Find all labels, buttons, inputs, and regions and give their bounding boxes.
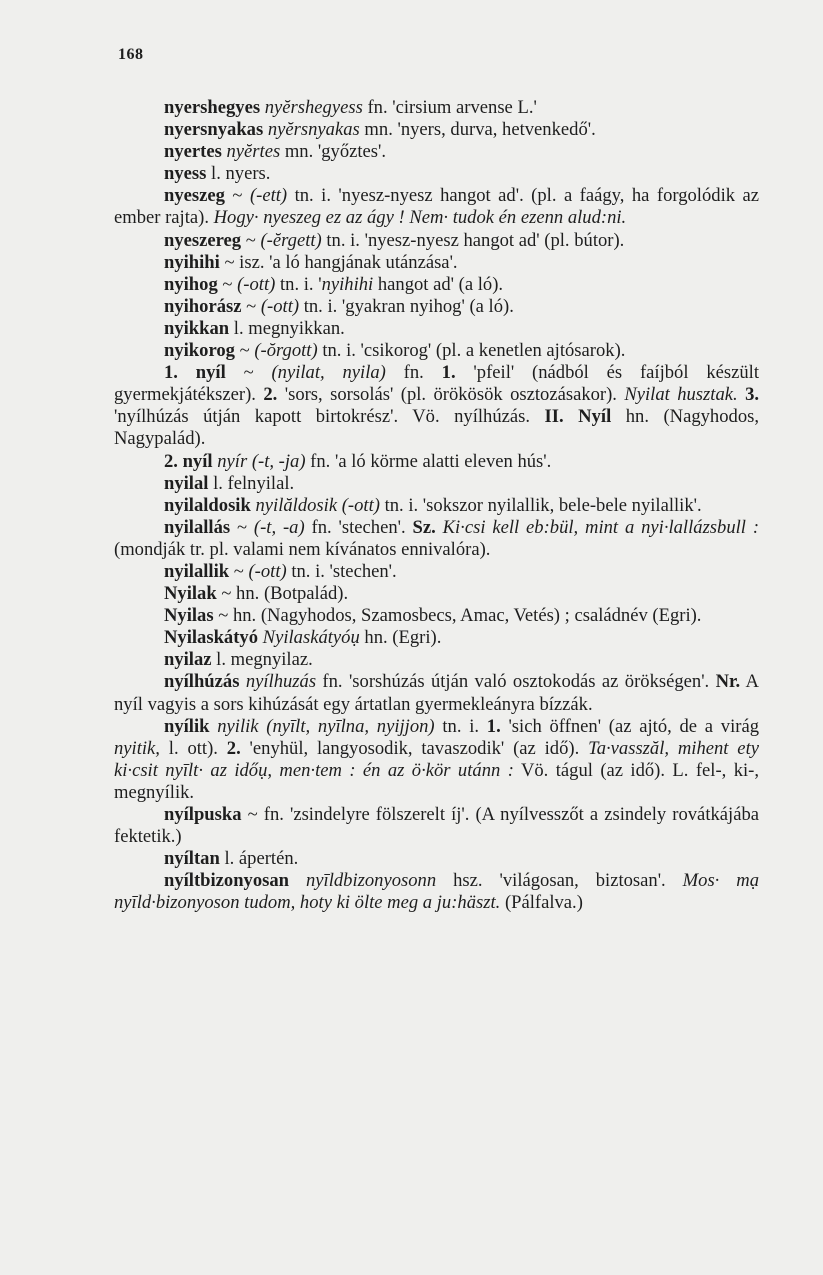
entry-text: tn. i. 'sokszor nyilallik, bele-bele nyilallik'. — [379, 494, 702, 516]
italic-text: Nyilat husztak. — [624, 384, 738, 406]
headword: 2. — [263, 384, 278, 406]
dictionary-entry — [114, 274, 759, 296]
entry-text: A nyíl vagyis a sors kihúzását egy ártatlan gyermekleányra bízzák. — [114, 671, 759, 715]
entry-text: l. ott). — [159, 737, 227, 759]
dictionary-entry — [114, 252, 759, 274]
italic-text: nyĕrshegyess — [264, 97, 363, 118]
entry-text — [436, 517, 443, 538]
entry-text: fn. 'cirsium arvense L.' — [362, 97, 537, 118]
dictionary-entry — [114, 671, 759, 715]
entry-text: l. felnyilal. — [208, 472, 295, 494]
entry-text: l. megnyilaz. — [211, 649, 313, 671]
entry-text: ~ — [225, 362, 272, 384]
headword: 1. nyíl — [164, 362, 226, 384]
dictionary-entry — [114, 517, 759, 561]
italic-text: (-ott) — [260, 295, 300, 317]
headword: Nr. — [715, 671, 741, 693]
entry-text: fn. — [385, 362, 442, 384]
dictionary-entry — [114, 185, 759, 229]
dictionary-entry — [114, 230, 759, 252]
entry-text: ~ hn. (Botpalád). — [216, 583, 349, 605]
headword: 1. — [441, 362, 456, 384]
dictionary-entry — [114, 141, 759, 163]
dictionary-entry — [114, 495, 759, 517]
headword: nyílpuska — [164, 804, 242, 825]
dictionary-entry — [114, 318, 759, 340]
entry-text — [289, 870, 306, 891]
entry-text: tn. i. 'gyakran nyihog' (a ló). — [299, 295, 514, 317]
entry-text: tn. i. — [434, 715, 487, 737]
entry-text: (mondják tr. pl. valami nem kívánatos ennivalóra). — [114, 538, 491, 560]
entry-text: l. nyers. — [206, 163, 271, 185]
dictionary-entry — [114, 627, 759, 649]
headword: nyíltbizonyosan — [164, 870, 290, 892]
italic-text: (-ott) — [237, 273, 276, 295]
italic-text: Nyilaskátyóụ — [262, 627, 360, 649]
italic-text: Mos· mạ nyīld·bizonyoson tudom, hoty ki ölte meg a ju:häszt. — [114, 870, 760, 914]
italic-text: (nyilat, nyila) — [271, 362, 386, 384]
italic-text: nyír (-t, -ja) — [217, 450, 306, 472]
dictionary-entry — [114, 804, 759, 848]
entry-text: ~ hn. (Nagyhodos, Szamosbecs, Amac, Vetés) ; családnév (Egri). — [213, 605, 702, 627]
entry-text: tn. i. 'nyesz-nyesz hangot ad' (pl. bútor). — [321, 229, 625, 251]
entry-text: (Pálfalva.) — [500, 892, 583, 914]
dictionary-entry — [114, 605, 759, 627]
headword: 2. nyíl — [164, 450, 213, 472]
italic-text: nyĕrtes — [226, 141, 281, 163]
entry-text: fn. 'a ló körme alatti eleven hús'. — [305, 450, 552, 472]
headword: nyertes — [164, 141, 222, 163]
dictionary-entry — [114, 716, 759, 804]
italic-text: (-ĕrgett) — [260, 229, 322, 251]
italic-text: nyílhuzás — [245, 671, 317, 693]
italic-text: nyilăldosik (-ott) — [255, 494, 380, 516]
entry-text: mn. 'győztes'. — [280, 141, 387, 163]
entry-text — [564, 406, 579, 427]
headword: nyeszereg — [164, 229, 242, 251]
headword: nyikkan — [164, 317, 230, 339]
dictionary-entry — [114, 119, 759, 141]
entry-text: hn. (Nagyhodos, Nagypalád). — [114, 406, 760, 450]
entry-text: ~ — [229, 560, 249, 582]
dictionary-entry — [114, 451, 759, 473]
entry-text: fn. 'stechen'. — [304, 516, 413, 538]
headword: nyilal — [164, 472, 209, 494]
entry-text: ~ — [217, 273, 238, 295]
entry-text: hn. (Egri). — [359, 627, 442, 649]
italic-text: (-ott) — [248, 560, 287, 582]
headword: nyihog — [164, 273, 218, 295]
italic-text: (-ett) — [249, 185, 288, 207]
dictionary-entry — [114, 296, 759, 318]
page-number: 168 — [118, 46, 144, 63]
italic-text: (-t, -a) — [253, 516, 305, 538]
headword: nyílhúzás — [164, 671, 240, 693]
headword: nyihihi — [164, 251, 220, 273]
dictionary-entry — [114, 848, 759, 870]
italic-text: (-ŏrgott) — [254, 340, 318, 362]
entry-text: 'nyílhúzás útján kapott birtokrész'. Vö. nyílhúzás. — [114, 406, 545, 428]
entry-text: ~ — [224, 185, 250, 207]
headword: nyess — [164, 163, 207, 185]
entry-text: ~ — [241, 295, 261, 317]
dictionary-entry — [114, 649, 759, 671]
italic-text: nyīldbizonyosonn — [306, 870, 437, 892]
entry-text: 'sors, sorsolás' (pl. örökösök osztozásakor). — [277, 384, 625, 406]
headword: Sz. — [412, 516, 436, 538]
entry-text: tn. i. 'nyesz-nyesz hangot ad'. (pl. a faágy, ha forgolódik az ember rajta). — [114, 185, 760, 229]
headword: nyikorog — [164, 340, 235, 362]
entry-text: fn. 'sorshúzás útján való osztokodás az örökségen'. — [316, 671, 716, 693]
italic-text: Hogy· nyeszeg ez az ágy ! Nem· tudok én ezenn alud:ni. — [213, 207, 627, 229]
headword: nyersnyakas — [164, 119, 264, 141]
entry-text: 'pfeil' (nádból és faíjból készült gyermekjátékszer). — [114, 362, 759, 406]
dictionary-entry — [114, 583, 759, 605]
headword: Nyilak — [164, 583, 217, 605]
entry-text: ~ — [234, 340, 255, 362]
dictionary-entry — [114, 362, 759, 450]
entry-text: l. ápertén. — [219, 848, 299, 870]
headword: nyilaldosik — [164, 494, 251, 516]
entry-text: Vö. tágul (az idő). L. fel-, ki-, megnyílik. — [114, 759, 759, 803]
headword: nyílik — [164, 715, 210, 737]
entry-text: tn. i. 'csikorog' (pl. a kenetlen ajtósarok). — [317, 340, 626, 362]
headword: Nyilaskátyó — [164, 627, 259, 649]
entry-text: hangot ad' (a ló). — [373, 273, 504, 295]
headword: nyershegyes — [164, 97, 261, 118]
headword: nyilallik — [164, 560, 230, 582]
italic-text: nyĕrsnyakas — [267, 119, 360, 141]
headword: 3. — [745, 384, 760, 406]
headword: 1. — [486, 715, 501, 737]
entry-text: 'enyhül, langyosodik, tavaszodik' (az idő). — [240, 737, 589, 759]
entry-text: 'sich öffnen' (az ajtó, de a virág — [500, 715, 759, 737]
dictionary-entry — [114, 870, 759, 914]
entry-text: ~ — [241, 229, 261, 251]
headword: nyilallás — [164, 516, 231, 538]
italic-text: nyihihi — [321, 273, 374, 295]
headword: Nyilas — [164, 605, 214, 627]
dictionary-entry — [114, 561, 759, 583]
entry-text: mn. 'nyers, durva, hetvenkedő'. — [359, 119, 596, 141]
dictionary-entry — [114, 163, 759, 185]
dictionary-entry — [114, 97, 759, 119]
entry-text: tn. i. ' — [275, 273, 322, 295]
entry-text: tn. i. 'stechen'. — [286, 560, 397, 582]
italic-text: Ki·csi kell eb:bül, mint a nyi·lallázsbull : — [442, 516, 760, 538]
entry-text: ~ — [230, 516, 254, 538]
dictionary-entries — [114, 97, 759, 914]
headword: Nyíl — [578, 406, 612, 428]
entry-text: ~ fn. 'zsindelyre fölszerelt íj'. (A nyílvesszőt a zsindely rovátkájába fektetik.) — [114, 804, 759, 848]
entry-text: ~ isz. 'a ló hangjának utánzása'. — [219, 251, 458, 273]
headword: nyíltan — [164, 848, 220, 870]
headword: nyeszeg — [164, 185, 225, 207]
entry-text: hsz. 'világosan, biztosan'. — [436, 870, 683, 892]
entry-text — [738, 384, 745, 405]
italic-text: nyilik (nyīlt, nyīlna, nyijjon) — [217, 715, 435, 737]
italic-text: nyitik, — [114, 737, 160, 759]
headword: II. — [544, 406, 564, 428]
headword: nyilaz — [164, 649, 212, 671]
entry-text: l. megnyikkan. — [229, 317, 345, 339]
dictionary-entry — [114, 340, 759, 362]
headword: nyihorász — [164, 295, 242, 317]
headword: 2. — [226, 737, 241, 759]
italic-text: Ta·vasszăl, mihent ety ki·csit nyīlt· az időụ, men·tem : én az ö·kör utánn : — [114, 737, 759, 781]
dictionary-entry — [114, 473, 759, 495]
